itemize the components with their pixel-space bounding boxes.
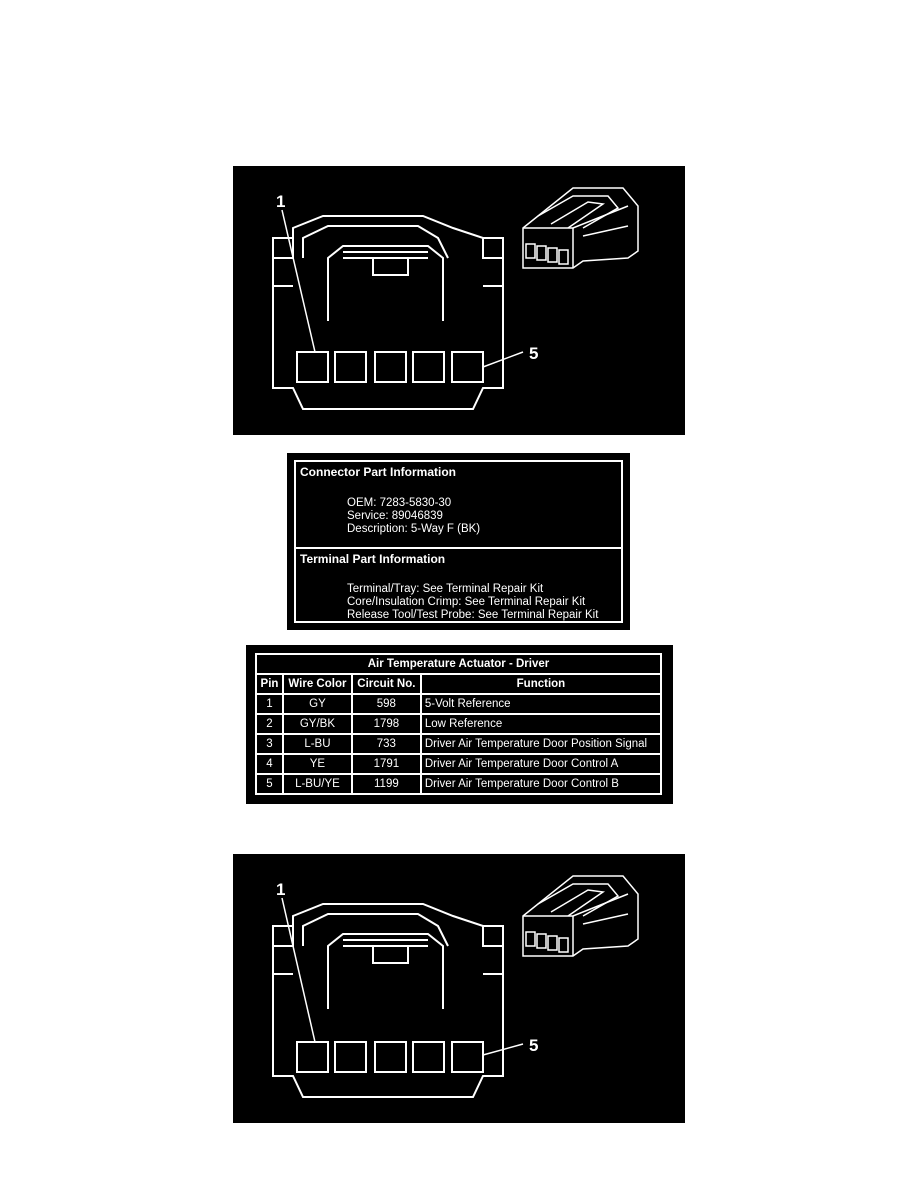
function-cell: Driver Air Temperature Door Control B	[421, 774, 661, 794]
connector-face-drawing	[233, 854, 685, 1123]
circuit-cell: 1798	[352, 714, 421, 734]
pin-cell: 1	[256, 694, 283, 714]
terminal-info-crimp: Core/Insulation Crimp: See Terminal Repair Kit	[347, 596, 586, 608]
wire-color-cell: L-BU/YE	[283, 774, 352, 794]
circuit-cell: 733	[352, 734, 421, 754]
table-row	[256, 734, 661, 754]
wire-color-cell: GY	[283, 694, 352, 714]
circuit-cell: 598	[352, 694, 421, 714]
function-cell: 5-Volt Reference	[421, 694, 661, 714]
callout-pin-5: 5	[529, 1036, 539, 1055]
circuit-cell: 1199	[352, 774, 421, 794]
connector-info-description: Description: 5-Way F (BK)	[347, 523, 481, 535]
pinout-table	[255, 653, 662, 795]
pinout-table-panel	[246, 645, 673, 804]
callout-pin-1: 1	[276, 192, 286, 211]
connector-info-oem: OEM: 7283-5830-30	[347, 497, 452, 509]
terminal-part-info	[296, 547, 621, 621]
connector-diagram-top	[233, 166, 685, 435]
pin-cell: 4	[256, 754, 283, 774]
header-pin: Pin	[256, 674, 283, 694]
pin-cell: 3	[256, 734, 283, 754]
function-cell: Driver Air Temperature Door Control A	[421, 754, 661, 774]
terminal-info-title: Terminal Part Information	[300, 552, 446, 566]
wire-color-cell: L-BU	[283, 734, 352, 754]
callout-pin-1: 1	[276, 880, 286, 899]
connector-diagram-bottom	[233, 854, 685, 1123]
function-cell: Low Reference	[421, 714, 661, 734]
table-row	[256, 714, 661, 734]
connector-info-service: Service: 89046839	[347, 510, 443, 522]
pinout-table-title: Air Temperature Actuator - Driver	[256, 654, 661, 674]
pin-cell: 5	[256, 774, 283, 794]
header-function: Function	[421, 674, 661, 694]
wire-color-cell: YE	[283, 754, 352, 774]
circuit-cell: 1791	[352, 754, 421, 774]
terminal-info-release-tool: Release Tool/Test Probe: See Terminal Repair Kit	[347, 609, 599, 621]
header-wire-color: Wire Color	[283, 674, 352, 694]
pinout-header-row	[256, 674, 661, 694]
header-circuit-no: Circuit No.	[352, 674, 421, 694]
connector-info-title: Connector Part Information	[300, 465, 457, 479]
connector-part-info	[296, 462, 621, 545]
wire-color-cell: GY/BK	[283, 714, 352, 734]
function-cell: Driver Air Temperature Door Position Signal	[421, 734, 661, 754]
connector-face-drawing	[233, 166, 685, 435]
table-row	[256, 694, 661, 714]
pin-cell: 2	[256, 714, 283, 734]
part-information-box	[287, 453, 630, 630]
table-row	[256, 774, 661, 794]
terminal-info-tray: Terminal/Tray: See Terminal Repair Kit	[347, 583, 544, 595]
callout-pin-5: 5	[529, 344, 539, 363]
table-row	[256, 754, 661, 774]
